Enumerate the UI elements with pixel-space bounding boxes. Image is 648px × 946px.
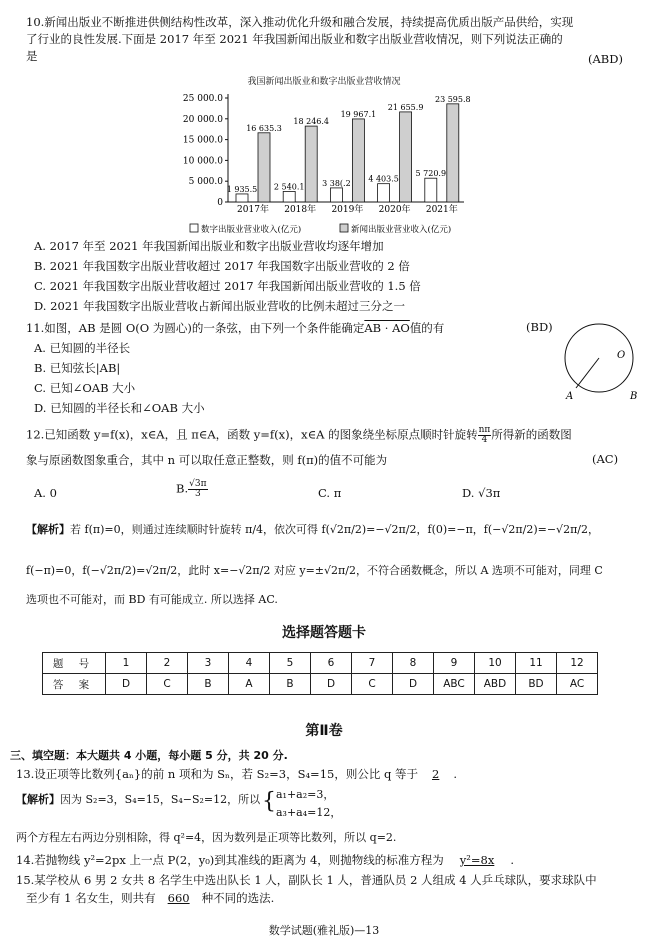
q10-option-c: C. 2021 年我国数字出版业营收超过 2017 年我国新闻出版业营收的 1.5 倍: [34, 279, 421, 293]
analysis12-line1: [26, 522, 599, 538]
q12-stem-text: 12.已知函数 y=f(x)，x∈A，且 π∈A，函数 y=f(x)，x∈A 的图象绕坐标原点顺时针旋转: [26, 427, 478, 442]
answer-cell: B: [270, 674, 311, 695]
page-footer: 数学试题(雅礼版)—13: [268, 924, 380, 937]
bar: [283, 191, 295, 202]
answer-cell: D: [311, 674, 352, 695]
question-number-cell: 8: [393, 653, 434, 674]
data-label: 3 38(.2: [322, 178, 351, 188]
y-tick-label: 20 000.0: [182, 114, 223, 125]
q13-stem: [16, 766, 457, 782]
answer-card-table: [42, 652, 598, 695]
x-tick-label: 2020年: [378, 205, 411, 215]
question-number-cell: 7: [352, 653, 393, 674]
q11-option-d: D. 已知圆的半径长和∠OAB 大小: [34, 401, 205, 415]
question-number-cell: 2: [147, 653, 188, 674]
q11-option-b: B. 已知弦长|AB|: [34, 361, 121, 375]
x-tick-label: 2017年: [237, 205, 269, 215]
q15-stem-end: 种不同的选法.: [201, 891, 275, 905]
q12-option-b-label: B.: [176, 481, 189, 496]
data-label: 5 720.9: [415, 169, 447, 179]
question-number-cell: 6: [311, 653, 352, 674]
question-number-cell: 4: [229, 653, 270, 674]
question-number-cell: 11: [516, 653, 557, 674]
q11-option-a: A. 已知圆的半径长: [34, 341, 131, 355]
bar: [425, 178, 437, 202]
data-label: 16 635.3: [246, 123, 282, 133]
row-label-number: 题 号: [43, 653, 106, 674]
q12-stem-text-end: 所得新的函数图: [491, 427, 572, 442]
q14-stem: [16, 852, 514, 868]
q12-option-b: [176, 480, 208, 499]
bar: [447, 104, 459, 202]
question-number-cell: 5: [270, 653, 311, 674]
data-label: 21 655.9: [387, 102, 424, 112]
q15-stem-line2: [26, 890, 274, 906]
bar-chart: [150, 86, 510, 236]
label-b: B: [630, 391, 638, 402]
answer-cell: AC: [557, 674, 598, 695]
y-tick-label: 25 000.0: [182, 94, 223, 104]
question-number-cell: 1: [106, 653, 147, 674]
frac-denominator: 3: [194, 489, 201, 499]
y-tick-label: 10 000.0: [182, 156, 223, 167]
analysis12-line2: f(−π)=0，f(−√2π/2)=√2π/2，此时 x=−√2π/2 对应 y=±√2π/2，不符合函数概念，所以 A 选项不可能对，同理 C: [26, 564, 603, 577]
q10-answer: (ABD): [588, 52, 623, 66]
answer-cell: C: [147, 674, 188, 695]
q12-option-b-fraction: [188, 480, 207, 499]
q10-option-b: B. 2021 年我国数字出版业营收超过 2017 年我国数字出版业营收的 2 倍: [34, 259, 410, 273]
q12-option-d: D. √3π: [462, 486, 501, 500]
answer-cell: C: [352, 674, 393, 695]
answer-cell: A: [229, 674, 270, 695]
analysis12-text1: 若 f(π)=0，则通过连续顺时针旋转 π/4，依次可得 f(√2π/2)=−√2π/2，f(0)=−π，f(−√2π/2)=−√2π/2，: [70, 523, 599, 536]
q10-option-d: D. 2021 年我国数字出版业营收占新闻出版业营收的比例未超过三分之一: [34, 299, 406, 313]
y-tick-label: 15 000.0: [182, 135, 223, 146]
frac-numerator: √3π: [189, 479, 207, 489]
data-label: 19 967.1: [340, 109, 377, 119]
analysis-tag: 【解析】: [16, 793, 60, 806]
bar: [258, 133, 270, 202]
legend-label: 新闻出版业营业收入(亿元): [351, 225, 452, 235]
system-eq2: a₃+a₄=12，: [276, 806, 342, 819]
q12-stem-line1: [26, 426, 572, 445]
answer-cell: ABD: [475, 674, 516, 695]
q11-option-c: C. 已知∠OAB 大小: [34, 381, 136, 395]
table-row: [43, 674, 598, 695]
question-number-cell: 10: [475, 653, 516, 674]
y-tick-label: 5 000.0: [188, 177, 223, 188]
q11-stem-text: 11.如图，AB 是圆 O(O 为圆心)的一条弦，由下列一个条件能确定: [26, 321, 365, 335]
system-brace: {: [262, 789, 276, 814]
x-tick-label: 2021年: [425, 205, 458, 215]
answer-cell: D: [106, 674, 147, 695]
legend-swatch: [190, 224, 198, 232]
q12-option-a: A. 0: [34, 486, 57, 500]
label-a: A: [566, 391, 574, 402]
data-label: 4 403.5: [368, 174, 399, 184]
y-tick-label: 0: [217, 198, 223, 208]
x-tick-label: 2019年: [331, 205, 364, 215]
q11-vector-expr: AB · AO: [364, 321, 410, 335]
data-label: 18 246.4: [293, 117, 330, 127]
analysis13-line1: [16, 792, 260, 808]
x-tick-label: 2018年: [284, 205, 317, 215]
data-label: 2 540.1: [273, 182, 305, 192]
q12-answer: (AC): [592, 452, 619, 466]
q15-stem-line1: 15.某学校从 6 男 2 女共 8 名学生中选出队长 1 人，副队长 1 人，普通队员 2 人组成 4 人乒乓球队，要求球队中: [16, 873, 597, 887]
frac-numerator: nπ: [478, 425, 491, 435]
q12-rotation-fraction: [478, 426, 492, 445]
q11-stem: [26, 320, 444, 336]
system-eq1: a₁+a₂=3，: [276, 788, 335, 801]
q10-stem-line2: 了行业的良性发展.下面是 2017 年至 2021 年我国新闻出版业和数字出版业营收情况，则下列说法正确的: [26, 32, 563, 46]
answer-cell: BD: [516, 674, 557, 695]
analysis13-line2: 两个方程左右两边分别相除，得 q²=4，因为数列是正项等比数列，所以 q=2.: [16, 831, 397, 844]
bar: [330, 188, 342, 202]
q15-answer: 660: [167, 891, 190, 905]
row-label-answer: 答 案: [43, 674, 106, 695]
q11-answer: (BD): [526, 320, 553, 334]
question-number-cell: 3: [188, 653, 229, 674]
circle-figure: [556, 320, 644, 402]
bar: [305, 126, 317, 202]
question-number-cell: 9: [434, 653, 475, 674]
q13-answer: 2: [432, 767, 440, 781]
bar: [378, 184, 390, 202]
part2-title: 第Ⅱ卷: [305, 723, 343, 739]
q15-stem-text: 至少有 1 名女生，则共有: [26, 891, 156, 905]
section3-title: 三、填空题：本大题共 4 小题，每小题 5 分，共 20 分.: [10, 749, 288, 762]
data-label: 1 935.5: [226, 184, 258, 194]
bar: [400, 112, 412, 202]
q11-stem-end: 值的有: [409, 321, 445, 335]
legend-label: 数字出版业营业收入(亿元): [201, 225, 302, 235]
analysis-tag: 【解析】: [26, 523, 70, 536]
q14-stem-text: 14.若抛物线 y²=2px 上一点 P(2，y₀)到其准线的距离为 4，则抛物线的标准方程为: [16, 853, 444, 867]
q13-end: .: [453, 767, 457, 781]
q10-option-a: A. 2017 年至 2021 年我国新闻出版业和数字出版业营收均逐年增加: [34, 239, 384, 253]
analysis12-line3: 选项也不可能对，而 BD 有可能成立. 所以选择 AC.: [26, 593, 278, 606]
data-label: 23 595.8: [434, 94, 471, 104]
q12-option-c: C. π: [318, 486, 342, 500]
q14-answer: y²=8x: [459, 853, 495, 867]
q14-end: .: [510, 853, 514, 867]
q10-stem-line1: 10.新闻出版业不断推进供侧结构性改革，深入推动优化升级和融合发展，持续提高优质出版产品供给，实现: [26, 15, 574, 29]
q10-stem-line3: 是: [26, 49, 38, 63]
q12-stem-line2: 象与原函数图象重合，其中 n 可以取任意正整数，则 f(π)的值不可能为: [26, 453, 388, 467]
answer-cell: ABC: [434, 674, 475, 695]
chart-title: 我国新闻出版业和数字出版业营收情况: [247, 77, 401, 87]
frac-denominator: 4: [481, 435, 488, 445]
question-number-cell: 12: [557, 653, 598, 674]
answer-card-title: 选择题答题卡: [282, 625, 366, 641]
answer-cell: B: [188, 674, 229, 695]
table-row: [43, 653, 598, 674]
q13-stem-text: 13.设正项等比数列{aₙ}的前 n 项和为 Sₙ，若 S₂=3，S₄=15，则公比 q 等于: [16, 767, 419, 781]
legend-swatch: [340, 224, 348, 232]
bar: [236, 194, 248, 202]
answer-cell: D: [393, 674, 434, 695]
analysis13-text1: 因为 S₂=3，S₄=15，S₄−S₂=12，所以: [60, 793, 261, 806]
bar: [352, 119, 364, 202]
label-o: O: [617, 350, 626, 361]
